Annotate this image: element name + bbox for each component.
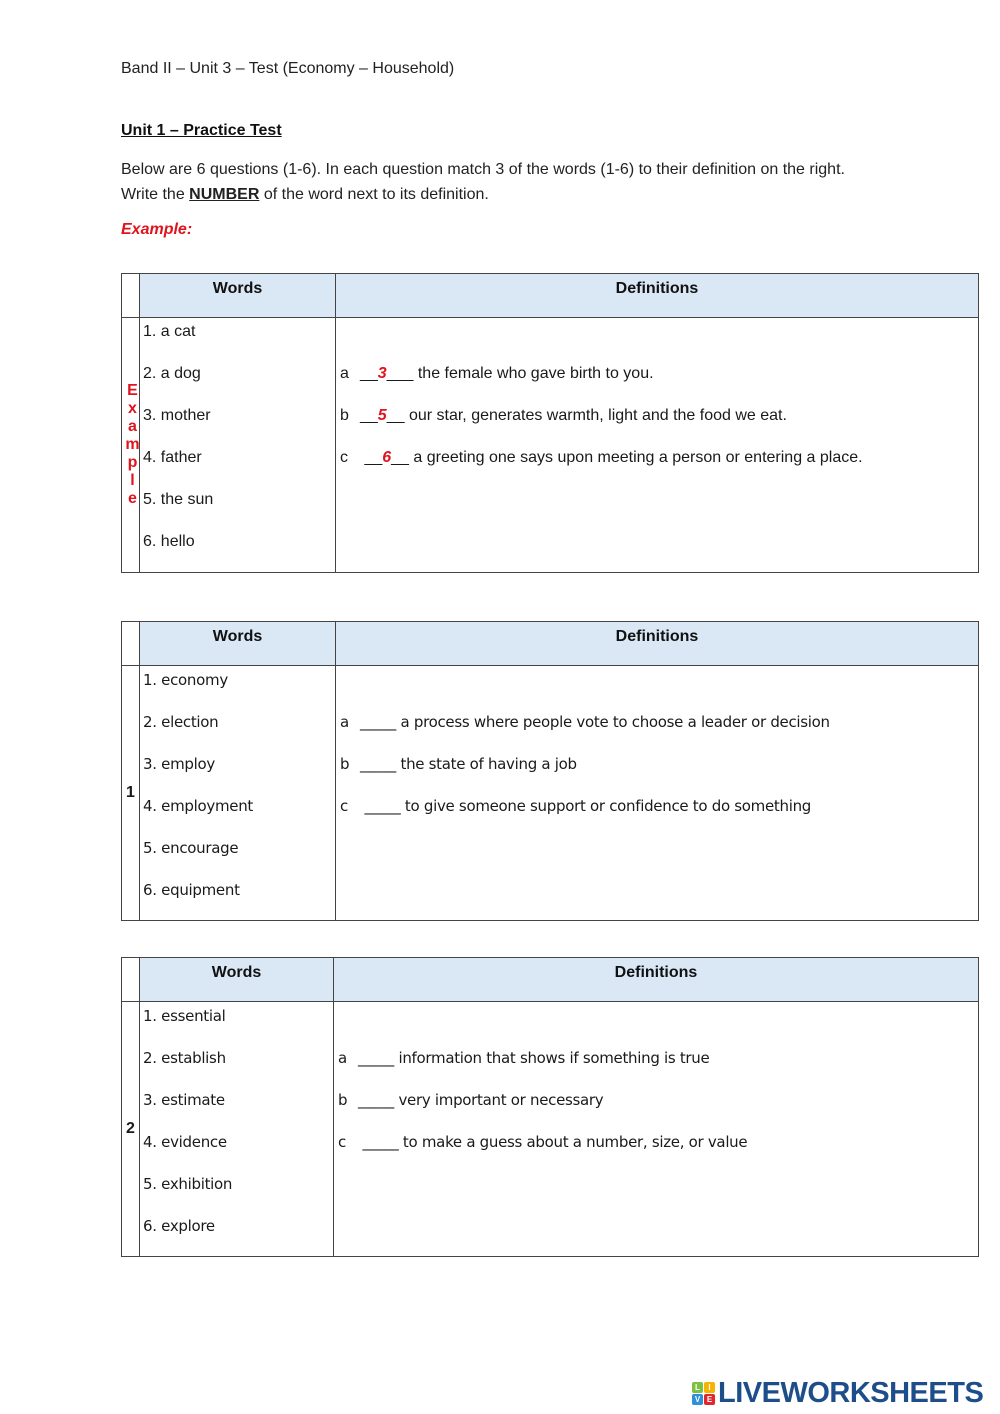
page-title: Unit 1 – Practice Test [121,122,282,139]
answer-value[interactable]: 3 [377,365,387,382]
words-column [140,318,336,572]
logo-brand-text: LIVEWORKSHEETS [718,1377,984,1409]
example-label: Example: [121,221,193,238]
definition-item [340,448,978,490]
answer-blank[interactable]: _____ [358,1049,395,1067]
word-item: 4. father [143,449,202,466]
word-item: 5. exhibition [143,1175,233,1193]
table-body [122,666,978,920]
definition-item [340,796,978,838]
table-header [122,622,978,666]
definitions-column [336,318,978,572]
instructions [121,158,881,207]
table-body [122,318,978,572]
definition-text: a greeting one says upon meeting a person or entering a place. [408,449,863,466]
instructions-text-2: of the word next to its definition. [259,185,489,203]
definition-letter: b [340,407,349,424]
definition-letter: c [340,797,348,815]
word-item: 2. establish [143,1049,226,1067]
question-number: 1 [122,666,140,920]
definition-text: to give someone support or confidence to do something [400,797,812,815]
words-column [140,1002,334,1256]
definition-item [338,1090,978,1132]
word-item: 3. mother [143,407,211,424]
table-header [122,958,978,1002]
word-item: 3. employ [143,755,215,773]
definition-text: to make a guess about a number, size, or value [398,1133,748,1151]
words-column [140,666,336,920]
blank-prefix: __ [360,407,378,424]
logo-tile: L [692,1382,703,1393]
definition-letter: b [338,1091,348,1109]
word-item: 6. hello [143,533,195,550]
definition-letter: a [340,713,349,731]
side-letter: x [128,400,137,417]
word-item: 2. a dog [143,365,201,382]
side-letter: m [125,436,140,453]
answer-blank[interactable]: _____ [360,713,397,731]
definition-item [340,712,978,754]
blank-prefix: __ [360,365,378,382]
definitions-column [334,1002,978,1256]
answer-value[interactable]: 5 [377,407,387,424]
word-item: 5. encourage [143,839,239,857]
definitions-header: Definitions [334,958,978,1001]
definition-text: the female who gave birth to you. [413,365,654,382]
answer-blank[interactable]: _____ [358,1091,395,1109]
side-letter: p [127,454,138,471]
blank-suffix: __ [391,449,409,466]
definition-item [340,406,978,448]
question-number: 2 [122,1002,140,1256]
header-side-cell [122,958,140,1001]
logo-tile: V [692,1394,703,1405]
example-table [121,273,979,573]
word-item: 4. evidence [143,1133,227,1151]
word-item: 1. a cat [143,323,196,340]
definition-letter: a [340,365,349,382]
answer-value[interactable]: 6 [382,449,392,466]
document-header: Band II – Unit 3 – Test (Economy – Household) [121,60,455,77]
definition-text: our star, generates warmth, light and the food we eat. [404,407,787,424]
word-item: 2. election [143,713,219,731]
word-item: 5. the sun [143,491,214,508]
word-item: 1. economy [143,671,228,689]
definition-item [340,364,978,406]
liveworksheets-logo [692,1377,983,1410]
words-header: Words [140,958,334,1001]
side-letter: a [128,418,137,435]
definition-item [340,754,978,796]
definition-text: a process where people vote to choose a leader or decision [396,713,830,731]
blank-prefix: __ [360,449,383,466]
definition-letter: b [340,755,350,773]
word-item: 6. explore [143,1217,215,1235]
definition-text: very important or necessary [394,1091,604,1109]
word-item: 6. equipment [143,881,240,899]
table-body [122,1002,978,1256]
header-side-cell [122,622,140,665]
instructions-emphasis: NUMBER [189,185,260,203]
side-letter: E [127,382,138,399]
answer-blank[interactable]: _____ [360,797,401,815]
words-header: Words [140,274,336,317]
logo-tile: I [704,1382,715,1393]
side-letter: e [128,490,137,507]
side-letter: l [130,472,135,489]
definition-item [338,1048,978,1090]
example-side-label [122,318,140,572]
blank-suffix: ___ [386,365,414,382]
logo-tile: E [704,1394,715,1405]
definitions-header: Definitions [336,274,978,317]
definition-letter: a [338,1049,347,1067]
answer-blank[interactable]: _____ [358,1133,399,1151]
words-header: Words [140,622,336,665]
question-2-table [121,957,979,1257]
definition-item [338,1132,978,1174]
table-header [122,274,978,318]
question-1-table [121,621,979,921]
instructions-text-1: Below are 6 questions (1-6). In each question match 3 of the words (1-6) to their definition on the right. Write the [121,161,845,203]
definition-letter: c [340,449,348,466]
logo-tiles-icon [692,1382,715,1405]
answer-blank[interactable]: _____ [360,755,397,773]
word-item: 4. employment [143,797,253,815]
word-item: 3. estimate [143,1091,225,1109]
definition-letter: c [338,1133,346,1151]
word-item: 1. essential [143,1007,226,1025]
definitions-header: Definitions [336,622,978,665]
definition-text: information that shows if something is true [394,1049,710,1067]
header-side-cell [122,274,140,317]
blank-suffix: __ [386,407,405,424]
definition-text: the state of having a job [396,755,577,773]
definitions-column [336,666,978,920]
